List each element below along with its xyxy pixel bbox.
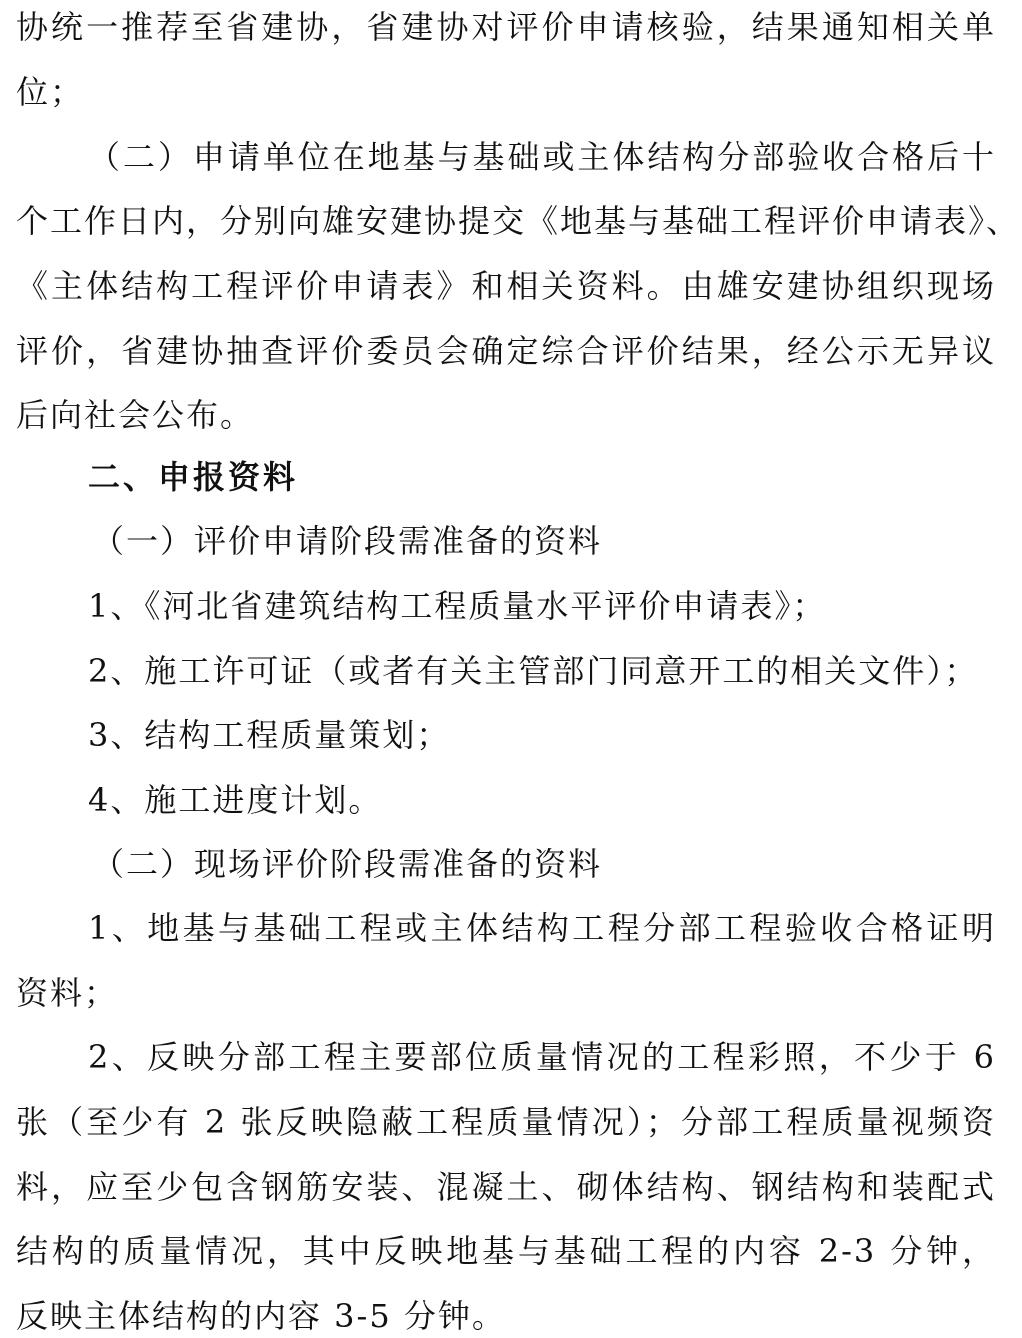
paragraph-line: 结构的质量情况，其中反映地基与基础工程的内容 2-3 分钟，: [16, 1232, 996, 1270]
paragraph-line: 后向社会公布。: [16, 396, 255, 434]
list-item: 2、反映分部工程主要部位质量情况的工程彩照，不少于 6: [88, 1038, 996, 1076]
list-item: 4、施工进度计划。: [88, 781, 383, 819]
list-item: 3、结构工程质量策划；: [88, 716, 451, 754]
paragraph-line: （二）申请单位在地基与基础或主体结构分部验收合格后十: [88, 138, 996, 176]
subsection-heading: （二）现场评价阶段需准备的资料: [92, 845, 603, 883]
paragraph-line: 个工作日内，分别向雄安建协提交《地基与基础工程评价申请表》、: [16, 202, 1021, 240]
paragraph-line: 资料；: [16, 974, 119, 1012]
paragraph-line: 反映主体结构的内容 3-5 分钟。: [16, 1297, 506, 1335]
paragraph-line: 评价，省建协抽查评价委员会确定综合评价结果，经公示无异议: [16, 332, 996, 370]
paragraph-line: 《主体结构工程评价申请表》和相关资料。由雄安建协组织现场: [16, 267, 996, 305]
paragraph-line: 位；: [16, 73, 85, 111]
paragraph-line: 协统一推荐至省建协，省建协对评价申请核验，结果通知相关单: [16, 8, 996, 46]
list-item: 2、施工许可证（或者有关主管部门同意开工的相关文件）；: [88, 652, 979, 690]
paragraph-line: 张（至少有 2 张反映隐蔽工程质量情况）；分部工程质量视频资: [16, 1103, 996, 1141]
list-item: 1、《河北省建筑结构工程质量水平评价申请表》；: [88, 587, 827, 625]
subsection-heading: （一）评价申请阶段需准备的资料: [92, 522, 603, 560]
paragraph-line: 料，应至少包含钢筋安装、混凝土、砌体结构、钢结构和装配式: [16, 1168, 996, 1206]
list-item: 1、地基与基础工程或主体结构工程分部工程验收合格证明: [88, 909, 996, 947]
section-heading: 二、申报资料: [88, 458, 299, 496]
